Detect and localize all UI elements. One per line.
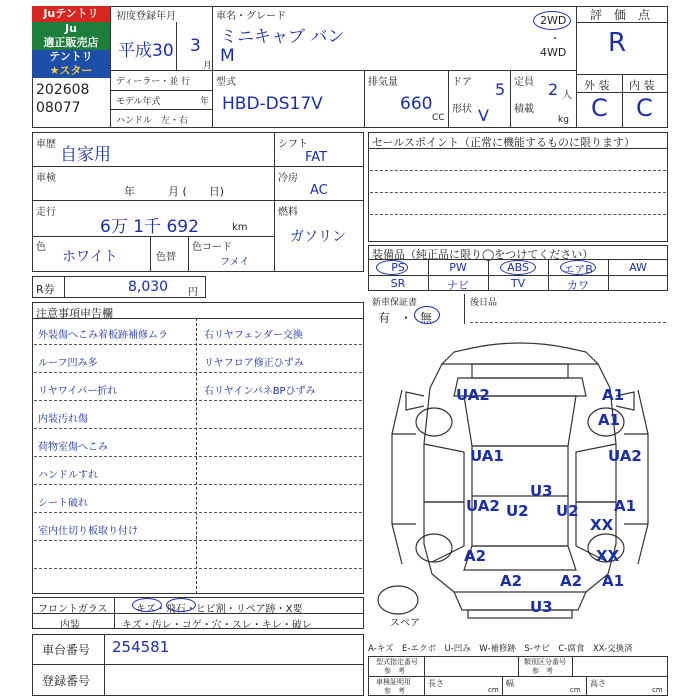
cert-sub: 参 考: [384, 687, 405, 695]
inspection-label: 車検: [36, 173, 56, 184]
logo: [32, 6, 110, 78]
first-reg-label: 初度登録年月: [116, 11, 176, 22]
car-name-label: 車名・グレード: [216, 11, 286, 22]
interior-grade: C: [636, 94, 653, 122]
damage-left-front-fender: UA2: [456, 386, 490, 404]
cert-label: 車検証明用: [376, 678, 411, 686]
damage-roof-left: U2: [506, 502, 529, 520]
first-reg-month: 3: [190, 36, 201, 56]
load-unit: kg: [558, 115, 569, 125]
category-no-sub: 参 考: [532, 667, 553, 675]
drive-dot: ・: [550, 34, 560, 45]
note-right-1: 右リヤフェンダー交換: [204, 330, 303, 341]
equip-pw: PW: [449, 261, 467, 274]
glass-items: キズ・飛石・ヒビ割・リペア跡・X要: [136, 604, 303, 615]
r-ticket-value: 8,030: [128, 279, 169, 295]
displacement-value: 660: [400, 94, 433, 114]
equip-ps: PS: [391, 261, 405, 274]
damage-rear-left: A2: [500, 572, 523, 590]
chassis-value: 254581: [112, 638, 170, 656]
damage-rear-right: A2: [560, 572, 583, 590]
note-left-1: 外装傷へこみ着板跡補修ムラ: [38, 330, 168, 341]
shape-label: 形状: [452, 104, 472, 115]
damage-right-rear: XX: [590, 516, 614, 534]
r-ticket-label: R券: [36, 283, 55, 296]
damage-right-front-door: UA2: [608, 447, 642, 465]
history-value: 自家用: [60, 145, 111, 165]
type-designation-sub: 参 考: [384, 667, 405, 675]
cert-length: 長さ: [428, 679, 444, 688]
cert-width: 幅: [506, 679, 514, 688]
equip-abs: ABS: [507, 261, 529, 274]
rating-value: R: [608, 28, 627, 58]
note-left-3: リヤワイパー折れ: [38, 386, 118, 397]
note-left-5: 荷物室傷へこみ: [38, 442, 108, 453]
load-label: 積載: [514, 104, 534, 115]
damage-right-rear-quarter: A1: [602, 572, 625, 590]
equip-sr: SR: [390, 277, 406, 290]
warranty-no: 無: [420, 311, 433, 325]
first-reg-month-unit: 月: [203, 61, 213, 71]
cert-length-unit: cm: [488, 686, 499, 694]
damage-left-rear-door: UA2: [466, 497, 500, 515]
inspection-date: 年 月 ( 日): [124, 185, 225, 198]
capacity-unit: 人: [562, 90, 572, 101]
note-left-7: シート破れ: [38, 498, 88, 509]
car-name: ミニキャブ バン: [220, 27, 345, 47]
mileage-value: 6万 1千 692: [100, 217, 199, 237]
drive-2wd: 2WD: [540, 14, 567, 27]
drive-4wd: 4WD: [540, 46, 567, 59]
shift-label: シフト: [278, 139, 308, 150]
dealer-label: ディーラー・並 行: [116, 77, 191, 87]
equip-navi: ナビ: [447, 279, 469, 292]
equipment-label: 装備品（純正品に限り◯をつけてください）: [372, 248, 594, 261]
damage-legend: A-キズ E-エクボ U-凹み W-補修跡 S-サビ C-腐食 XX-交換済: [368, 644, 633, 654]
rating-label: 評 価 点: [590, 8, 651, 22]
equip-aw: AW: [629, 261, 647, 274]
handle-label: ハンドル 左・右: [116, 116, 189, 126]
warranty-yes: 有: [378, 311, 391, 325]
note-right-3: 右リヤインパネBPひずみ: [204, 386, 316, 397]
chassis-label: 車台番号: [42, 643, 91, 657]
type-designation-label: 型式指定番号: [376, 658, 418, 666]
damage-roof-right: U2: [556, 502, 579, 520]
equip-airbag: エアB: [563, 263, 593, 276]
glass-label: フロントガラス: [38, 604, 108, 615]
model-type-value: HBD-DS17V: [222, 94, 323, 114]
stock-number-2: 08077: [36, 100, 81, 116]
stock-number-1: 202608: [36, 82, 90, 98]
displacement-unit: CC: [432, 113, 445, 123]
sales-points-label: セールスポイント（正常に機能するものに限ります）: [372, 136, 636, 149]
cert-width-unit: cm: [570, 686, 581, 694]
damage-left-rear-lower: A2: [464, 547, 487, 565]
warranty-label: 新車保証書: [372, 298, 418, 308]
model-year-unit: 年: [200, 97, 210, 107]
car-grade: M: [220, 46, 235, 66]
displacement-label: 排気量: [368, 77, 398, 88]
damage-right-rear-2: XX: [596, 547, 620, 565]
interior-cond-label: 内装: [60, 620, 80, 631]
damage-front-hood: A1: [602, 386, 625, 404]
history-label: 車歴: [36, 139, 56, 150]
capacity-label: 定員: [514, 77, 534, 88]
note-left-6: ハンドルすれ: [38, 470, 98, 481]
logo-ju: Ju: [32, 22, 110, 36]
equip-leather: カワ: [567, 279, 589, 292]
fuel-value: ガソリン: [290, 229, 346, 245]
registration-label: 登録番号: [42, 674, 91, 688]
color-code-label: 色コード: [192, 242, 232, 253]
damage-left-front-door: UA1: [470, 447, 504, 465]
ac-value: AC: [310, 183, 328, 198]
damage-right-rear-door: A1: [614, 497, 637, 515]
doors-value: 5: [495, 80, 506, 99]
interior-cond-items: キズ・汚レ・コゲ・穴・スレ・キレ・破レ: [122, 620, 312, 631]
note-left-2: ルーフ凹み多: [38, 358, 98, 369]
cert-height: 高さ: [590, 679, 606, 688]
note-left-4: 内装汚れ傷: [38, 414, 88, 425]
note-right-2: リヤフロア修正ひずみ: [204, 358, 304, 369]
shape-value: V: [478, 106, 489, 125]
spare-tire-label: スペア: [390, 618, 420, 629]
note-left-8: 室内仕切り板取り付け: [38, 526, 138, 537]
color-code-value: フメイ: [220, 257, 250, 268]
ac-label: 冷房: [278, 173, 298, 184]
logo-star: ★スター: [32, 63, 110, 78]
color-value: ホワイト: [62, 249, 118, 265]
r-ticket-frame: [32, 276, 206, 298]
model-type-label: 型式: [216, 77, 236, 88]
damage-rear-bottom: U3: [530, 598, 553, 616]
exterior-label: 外 装: [584, 79, 610, 92]
fuel-label: 燃料: [278, 207, 298, 218]
warranty-dot: ・: [400, 311, 413, 325]
first-reg-era: 平成30: [118, 41, 174, 61]
color-change-label: 色替: [156, 252, 176, 263]
logo-tentori: テントリ: [32, 50, 110, 63]
mileage-unit: km: [232, 222, 248, 233]
spare-parts-label: 後日品: [470, 298, 498, 308]
logo-brand: Juテントリ: [32, 6, 110, 22]
r-ticket-unit: 円: [188, 287, 198, 298]
interior-label: 内 装: [629, 79, 655, 92]
damage-front-right: A1: [598, 411, 621, 429]
model-year-label: モデル年式: [116, 97, 161, 107]
color-label: 色: [36, 242, 46, 253]
equip-tv: TV: [510, 277, 526, 290]
damage-roof-center: U3: [530, 482, 553, 500]
shift-value: FAT: [305, 150, 328, 165]
doors-label: ドア: [452, 77, 472, 88]
exterior-grade: C: [591, 94, 608, 122]
cert-height-unit: cm: [652, 686, 663, 694]
capacity-value: 2: [548, 80, 559, 99]
category-no-label: 類別区分番号: [524, 658, 566, 666]
notes-label: 注意事項申告欄: [36, 307, 113, 320]
logo-shop: 適正販売店: [32, 36, 110, 50]
mileage-label: 走行: [36, 207, 56, 218]
